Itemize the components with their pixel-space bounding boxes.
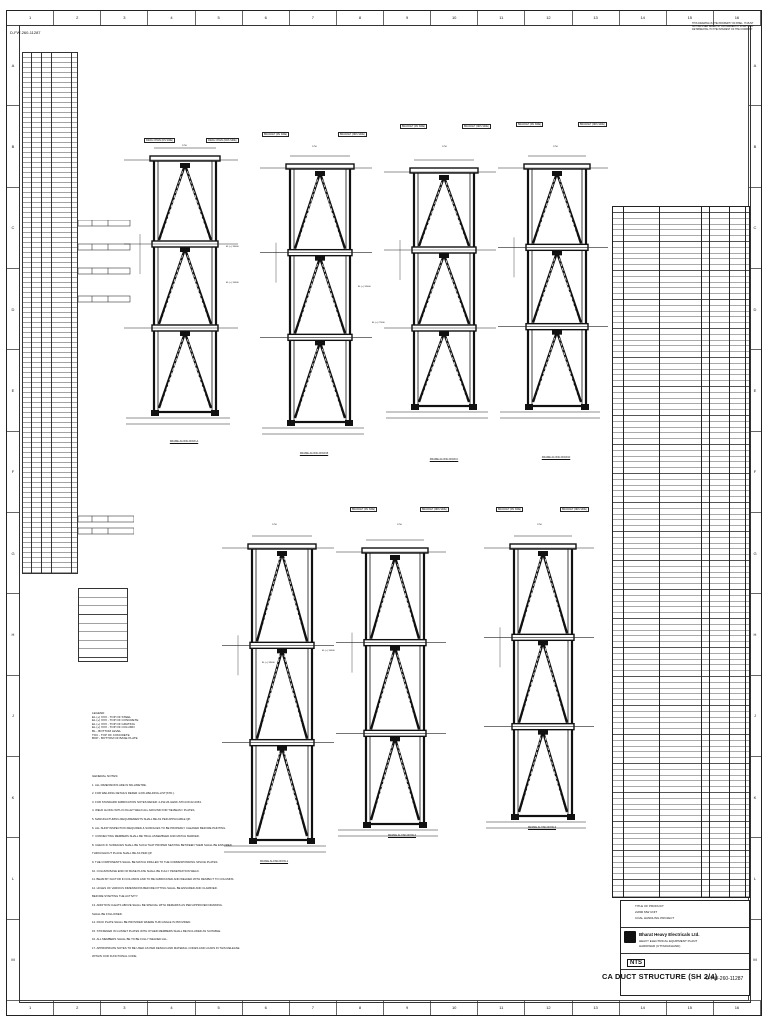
scale-value: NTS	[627, 959, 645, 967]
note-line: 7. CONNECTING MEMBERS SHALL BE TRIAL ASSEMBLED AND MATCH MARKED.	[92, 834, 200, 839]
zone-label: M	[749, 920, 761, 1001]
brace-member	[557, 173, 581, 243]
brace-member	[257, 748, 282, 836]
base-plate	[511, 814, 519, 820]
zone-label: E	[7, 350, 19, 431]
zone-label: C	[7, 188, 19, 269]
note-line: 15. STIFFENER IN GUSSET PLATES WITH OTHER MEMBERS SHALL BE INCLUDED AS SUITABLE.	[92, 928, 222, 933]
zone-label: 16	[714, 1001, 761, 1015]
legend-line: EL (+) XXX - TOP OF CONCRETE	[92, 718, 139, 723]
frame-width-dim: 1750	[553, 146, 558, 148]
frame-outline	[154, 160, 216, 412]
note-line: 8. CHECK IF SURFACES SHALL BE SUCH THAT PROPER SEATING BETWEEN THEM SHALL BE ENSURED.	[92, 842, 233, 847]
zone-label: M	[7, 920, 19, 1001]
base-plate	[581, 404, 589, 410]
zone-label: H	[7, 594, 19, 675]
frame-outline	[414, 172, 474, 406]
frame-elevation: EL (+) 33000	[226, 282, 239, 284]
note-line: THROUGHOUT PLACE SHALL BE AS PER QP.	[92, 851, 153, 856]
drawing-number: 0-FW-260-11287	[706, 976, 744, 982]
zone-label: A	[749, 25, 761, 106]
base-plate	[287, 420, 295, 426]
tb-title-of-product: TITLE OF PRODUCT	[635, 904, 664, 908]
note-line: 14. PACK PLATE SHALL BE PROVIDED WHERE THIN ANGLE IS PROVIDED.	[92, 920, 192, 925]
frame-outline	[514, 548, 572, 816]
note-line: 5. MANUFACTURING REQUIREMENTS SHALL BE AS PER APPLICABLE QP.	[92, 816, 191, 821]
notes-heading: GENERAL NOTES:	[92, 774, 119, 778]
zone-label: 11	[478, 11, 525, 25]
frame-width-dim: 1750	[442, 146, 447, 148]
frame-width-dim: 1750	[182, 145, 187, 147]
frame-caption: FRAME ALONG ROW-A	[169, 440, 199, 443]
zone-label: 13	[573, 11, 620, 25]
zone-label: L	[7, 838, 19, 919]
note-line: 12. HOLES OF VARIOUS DIMENSIONS BEFORE FITTING SHALL BE ENSURED AND CLARIFIED.	[92, 885, 218, 890]
zone-label: 9	[384, 11, 431, 25]
base-plate	[525, 404, 533, 410]
frame-tag-right: BRACKET (NDS SIDE)	[562, 508, 587, 511]
zone-label: 13	[573, 1001, 620, 1015]
base-plate	[411, 404, 419, 410]
base-plate	[363, 822, 371, 828]
base-plate	[211, 410, 219, 416]
brace-member	[533, 252, 557, 322]
brace-slot	[545, 558, 564, 629]
brace-member	[557, 332, 581, 402]
zone-label: J	[7, 676, 19, 757]
zone-label: 1	[7, 1001, 54, 1015]
zone-label: 3	[101, 1001, 148, 1015]
brace-member	[557, 252, 581, 322]
note-line: SHALL BE FOLLOWED.	[92, 911, 123, 916]
brace-slot	[522, 558, 541, 629]
note-line: 1. ALL DIMENSIONS ARE IN MILLIMETRE.	[92, 782, 147, 787]
legend-line: BL - BOTTOM LEVEL	[92, 728, 122, 733]
brace-member	[320, 342, 345, 418]
frame-elevation: EL (+) 27000	[372, 322, 385, 324]
legend-heading: LEGEND	[92, 711, 105, 715]
zone-label: 7	[290, 1001, 337, 1015]
base-plate	[151, 410, 159, 416]
zone-label: 11	[478, 1001, 525, 1015]
zone-label: 5	[196, 1001, 243, 1015]
zone-label: 5	[196, 11, 243, 25]
zone-label: 15	[667, 1001, 714, 1015]
frame-caption: FRAME ALONG ROW-2	[387, 834, 417, 837]
legend-line: EL (+) XXX - TOP OF GRATING	[92, 721, 135, 726]
frame-tag-right: BRACKET (NDS SIDE)	[422, 508, 447, 511]
zone-label: 1	[7, 11, 54, 25]
zone-label: E	[749, 350, 761, 431]
brace-member	[295, 258, 320, 334]
drawing-title: CA DUCT STRUCTURE (SH 2/4)	[602, 972, 718, 981]
frame-caption: FRAME ALONG ROW-D	[541, 456, 571, 459]
gusset-plate	[538, 730, 548, 735]
frame-width-dim: 1750	[537, 524, 542, 526]
note-line: 17. APPROPRIATE NOTES TO BE USED AS PER DESIGN AND MATERIAL CODES AND LOADS IN THIS RELEASE	[92, 945, 240, 950]
brace-member	[320, 258, 345, 334]
zone-label: 7	[290, 11, 337, 25]
frame-elevation: EL (+) 39000	[262, 662, 275, 664]
zone-label: 10	[431, 1001, 478, 1015]
frame-tag-left: BRACKET (DS SIDE)	[498, 508, 522, 511]
zone-label: C	[749, 188, 761, 269]
zone-label: 14	[620, 11, 667, 25]
frame-tag-right: BRACKET (NDS SIDE)	[464, 125, 489, 128]
frame-caption: FRAME ALONG ROW-1	[259, 860, 289, 863]
frame-outline	[366, 552, 424, 824]
brace-member	[533, 332, 557, 402]
frame-outline	[252, 548, 312, 840]
gusset-plate	[180, 247, 190, 252]
gusset-plate	[439, 331, 449, 336]
legend-line: TOC - TOP OF CONCRETE	[92, 732, 130, 737]
brace-member	[257, 553, 282, 641]
zone-label: 8	[337, 1001, 384, 1015]
doc-ref: D-FW-260-11287	[10, 30, 41, 35]
brace-slot	[522, 737, 541, 808]
gusset-plate	[439, 175, 449, 180]
frame-tag-left: BRACKET (DS SIDE)	[264, 133, 288, 136]
frame-outline	[290, 168, 350, 422]
gusset-plate	[552, 250, 562, 255]
zone-label: 2	[54, 11, 101, 25]
frame-tag-left: BRACKET (DS SIDE)	[352, 508, 376, 511]
brace-member	[320, 173, 345, 249]
brace-member	[295, 173, 320, 249]
zone-label: K	[7, 757, 19, 838]
zone-label: 15	[667, 11, 714, 25]
zone-label: F	[749, 432, 761, 513]
brace-slot	[545, 737, 564, 808]
legend-line: EL (+) XXX - TOP OF COLUMN	[92, 725, 135, 730]
gusset-plate	[277, 746, 287, 751]
frame-tag-right: BRACKET (NDS SIDE)	[340, 133, 365, 136]
note-line: 6. ALL SHOP INSPECTION REQUIRED & SURFACES TO BE PROPERLY CLEANED BEFORE PAINTING.	[92, 825, 227, 830]
gusset-plate	[439, 253, 449, 258]
base-plate	[307, 838, 315, 844]
base-plate	[419, 822, 427, 828]
base-plate	[345, 420, 353, 426]
tb-plant: COAL HANDLING PROJECT	[635, 916, 675, 920]
zone-label: G	[7, 513, 19, 594]
gusset-plate	[552, 330, 562, 335]
brace-member	[282, 748, 307, 836]
tb-project: 2x800 MW UNIT	[635, 910, 658, 914]
base-plate	[567, 814, 575, 820]
frame-elevation: EL (+) 39000	[226, 246, 239, 248]
zone-label: 4	[148, 1001, 195, 1015]
note-line: 11. BEAM BY FACTOR IN COLUMNS AND TO BE FABRICATED AND WELDED WITH RESPECT TO COLUMNS.	[92, 877, 235, 882]
zone-label: 14	[620, 1001, 667, 1015]
brace-member	[295, 342, 320, 418]
gusset-plate	[315, 340, 325, 345]
brace-member	[282, 553, 307, 641]
brace-slot	[522, 647, 541, 718]
note-line: 4. WELD ALONG WITH 6 FILLET WELD ALL AROUND FOR TIE-BEAM / PLATES.	[92, 808, 196, 813]
gusset-plate	[538, 551, 548, 556]
zone-label: 10	[431, 11, 478, 25]
zone-label: B	[7, 106, 19, 187]
location-name: HARIDWAR (UTTARAKHAND)	[639, 944, 681, 948]
frame-tag-left: BRACKET (DS SIDE)	[518, 123, 542, 126]
frame-tag-right: BRACKET (NDS SIDE)	[580, 123, 605, 126]
frame-outline	[528, 168, 586, 406]
brace-member	[533, 173, 557, 243]
note-line: 2. FOR WELDING DETAILS REFER 4-FW-WELDING-LIST(STD.).	[92, 791, 175, 796]
frame-elevation: EL (+) 33000	[358, 286, 371, 288]
brace-member	[282, 650, 307, 738]
zone-label: B	[749, 106, 761, 187]
legend-line: EL (+) XXX - TOP OF STEEL	[92, 714, 131, 719]
frame-elevation: EL (+) 33000	[322, 650, 335, 652]
zone-label: 6	[243, 11, 290, 25]
base-plate	[469, 404, 477, 410]
gusset-plate	[552, 171, 562, 176]
zone-label: 9	[384, 1001, 431, 1015]
zone-label: A	[7, 25, 19, 106]
bhel-logo-icon	[624, 931, 636, 943]
company-name: Bharat Heavy Electricals Ltd.	[639, 932, 700, 937]
gusset-plate	[315, 256, 325, 261]
zone-label: G	[749, 513, 761, 594]
zone-label: L	[749, 838, 761, 919]
zone-label: 8	[337, 11, 384, 25]
frame-width-dim: 1750	[397, 524, 402, 526]
note-line: 3. FOR STANDARD FABRICATION NOTES REFER: 4-FW-26-GENF-STD-FW-02-0063.	[92, 799, 202, 804]
gusset-plate	[390, 736, 400, 741]
frame-tag-left: BRACKET (DS SIDE)	[402, 125, 426, 128]
frame-tag-left: DRAG CHAIN (DS SIDE)	[146, 139, 173, 142]
note-line: 13. ADDITION CLEATS ABOVE SHALL BE SPECIAL WITH REMARKS AS PER APPROVED DRAWING.	[92, 902, 223, 907]
zone-label: K	[749, 757, 761, 838]
frame-caption: FRAME ALONG ROW-B	[299, 452, 329, 455]
note-line: 16. ALL MEMBERS SHALL BE TO BE FULLY WELDED ALL.	[92, 937, 168, 942]
frame-caption: FRAME ALONG ROW-C	[429, 458, 459, 461]
note-line: 9. THE COMPONENTS SHALL BE MATCH DRILLED TO THE CORRESPONDING SPLICE PLATES.	[92, 859, 219, 864]
zone-label: 16	[714, 11, 761, 25]
legend-line: BOP - BOTTOM OF BASE PLATE	[92, 736, 138, 741]
gusset-plate	[180, 163, 190, 168]
gusset-plate	[315, 171, 325, 176]
zone-label: D	[7, 269, 19, 350]
zone-label: 3	[101, 11, 148, 25]
note-line: 10. COLUMN BASE END OF BASE PLATE SHALL BE FULLY PENETRATION WELD.	[92, 868, 200, 873]
gusset-plate	[277, 551, 287, 556]
frame-width-dim: 1750	[312, 146, 317, 148]
gusset-plate	[538, 640, 548, 645]
gusset-plate	[180, 331, 190, 336]
frame-width-dim: 1750	[272, 524, 277, 526]
division-name: HEAVY ELECTRICAL EQUIPMENT PLANT	[639, 939, 698, 943]
zone-label: 6	[243, 1001, 290, 1015]
zone-label: H	[749, 594, 761, 675]
property-note: THIS DRAWING IS THE PROPERTY OF BHEL. IT MUST NOT BE USED DIRECTLY OR INDIRECTLY IN ANY WAY DETRIMENTAL TO THE INTEREST OF THE COMPANY.	[692, 22, 754, 31]
note-line: WITHIN OUR FUNCTIONAL CODE.	[92, 954, 138, 959]
zone-label: 4	[148, 11, 195, 25]
gusset-plate	[390, 555, 400, 560]
zone-label: 12	[525, 11, 572, 25]
zone-label: J	[749, 676, 761, 757]
note-line: BEFORE STARTING THE ACTIVITY.	[92, 894, 139, 899]
gusset-plate	[390, 646, 400, 651]
base-plate	[249, 838, 257, 844]
zone-label: 12	[525, 1001, 572, 1015]
frame-tag-right: DRAG CHAIN (NDS SIDE)	[208, 139, 237, 142]
frame-caption: FRAME ALONG ROW-3	[527, 826, 557, 829]
zone-label: D	[749, 269, 761, 350]
gusset-plate	[277, 648, 287, 653]
zone-label: F	[7, 432, 19, 513]
zone-label: 2	[54, 1001, 101, 1015]
brace-slot	[545, 647, 564, 718]
